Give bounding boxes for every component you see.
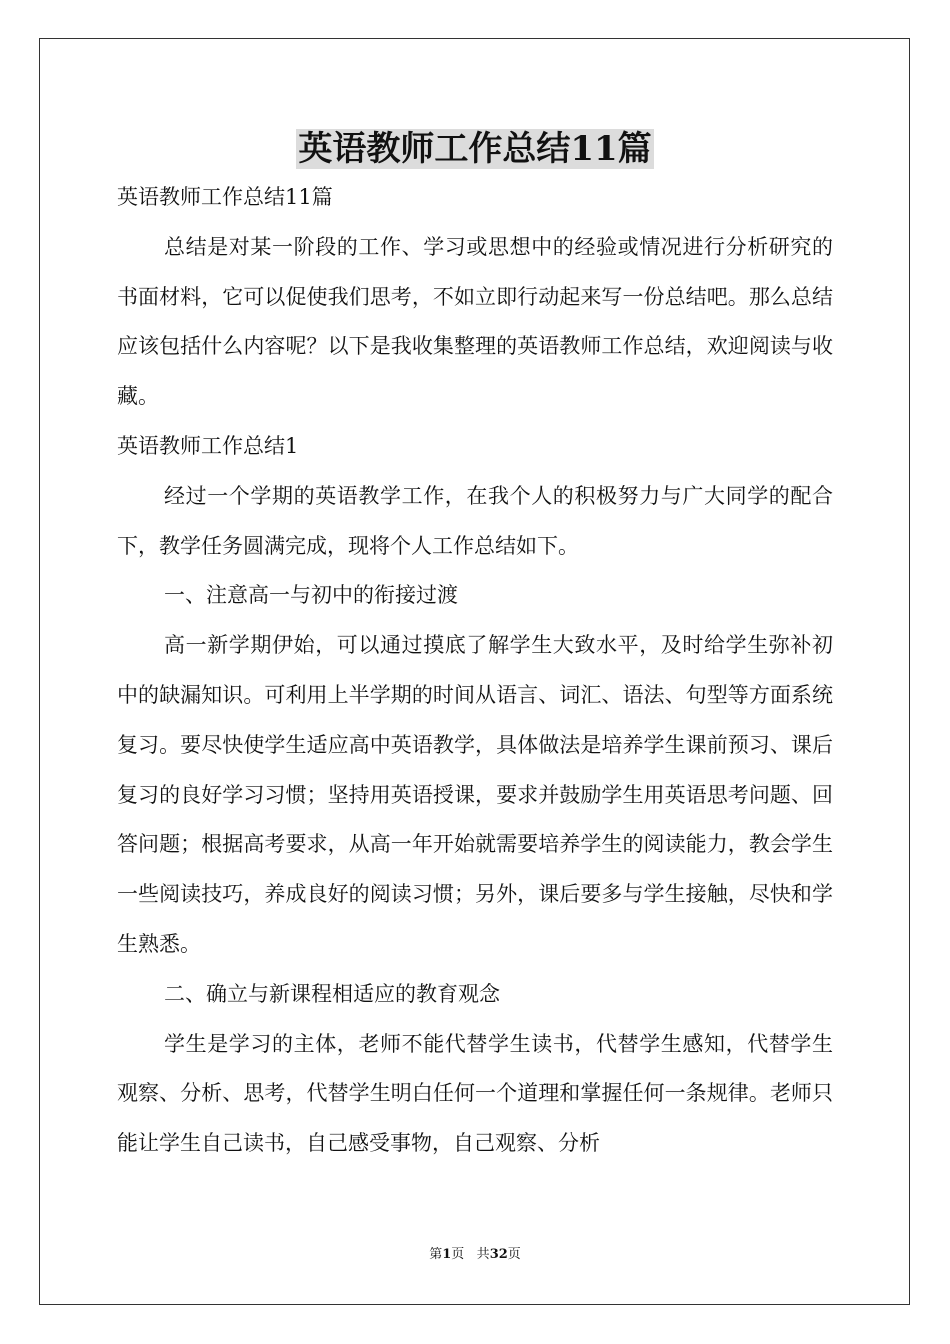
- footer-page-suffix: 页: [451, 1247, 465, 1262]
- footer-total-prefix: 共: [476, 1247, 490, 1262]
- body-paragraph: 学生是学习的主体，老师不能代替学生读书，代替学生感知，代替学生观察、分析、思考，代替学生明白任何一个道理和掌握任何一条规律。老师只能让学生自己读书，自己感受事物，自己观察、分析: [117, 1031, 833, 1156]
- footer-total-pages: 32: [489, 1247, 508, 1262]
- subtitle-line: 英语教师工作总结11篇: [117, 185, 333, 209]
- subsection-heading: 二、确立与新课程相适应的教育观念: [164, 981, 500, 1006]
- footer-page-number: 1: [442, 1247, 452, 1262]
- intro-paragraph: 总结是对某一阶段的工作、学习或思想中的经验或情况进行分析研究的书面材料，它可以促使我们思考，不如立即行动起来写一份总结吧。那么总结应该包括什么内容呢？以下是我收集整理的英语教师工作总结，欢迎阅读与收藏。: [117, 234, 833, 409]
- section-heading: 英语教师工作总结1: [117, 433, 299, 458]
- document-title-text: 英语教师工作总结11篇: [298, 129, 652, 169]
- body-paragraph: 高一新学期伊始，可以通过摸底了解学生大致水平，及时给学生弥补初中的缺漏知识。可利用上半学期的时间从语言、词汇、语法、句型等方面系统复习。要尽快使学生适应高中英语教学，具体做法是培养学生课前预习、课后复习的良好学习习惯；坚持用英语授课，要求并鼓励学生用英语思考问题、回答问题；根据高考要求，从高一年开始就需要培养学生的阅读能力，教会学生一些阅读技巧，养成良好的阅读习惯；另外，课后要多与学生接触，尽快和学生熟悉。: [117, 633, 833, 956]
- subsection-heading: 一、注意高一与初中的衔接过渡: [164, 583, 458, 608]
- document-title: [0, 122, 950, 176]
- footer-total-suffix: 页: [507, 1247, 521, 1262]
- page-footer: [0, 1245, 950, 1265]
- footer-page-prefix: 第: [429, 1247, 443, 1262]
- body-paragraph: 经过一个学期的英语教学工作，在我个人的积极努力与广大同学的配合下，教学任务圆满完成，现将个人工作总结如下。: [117, 483, 833, 558]
- document-body: [117, 173, 833, 1169]
